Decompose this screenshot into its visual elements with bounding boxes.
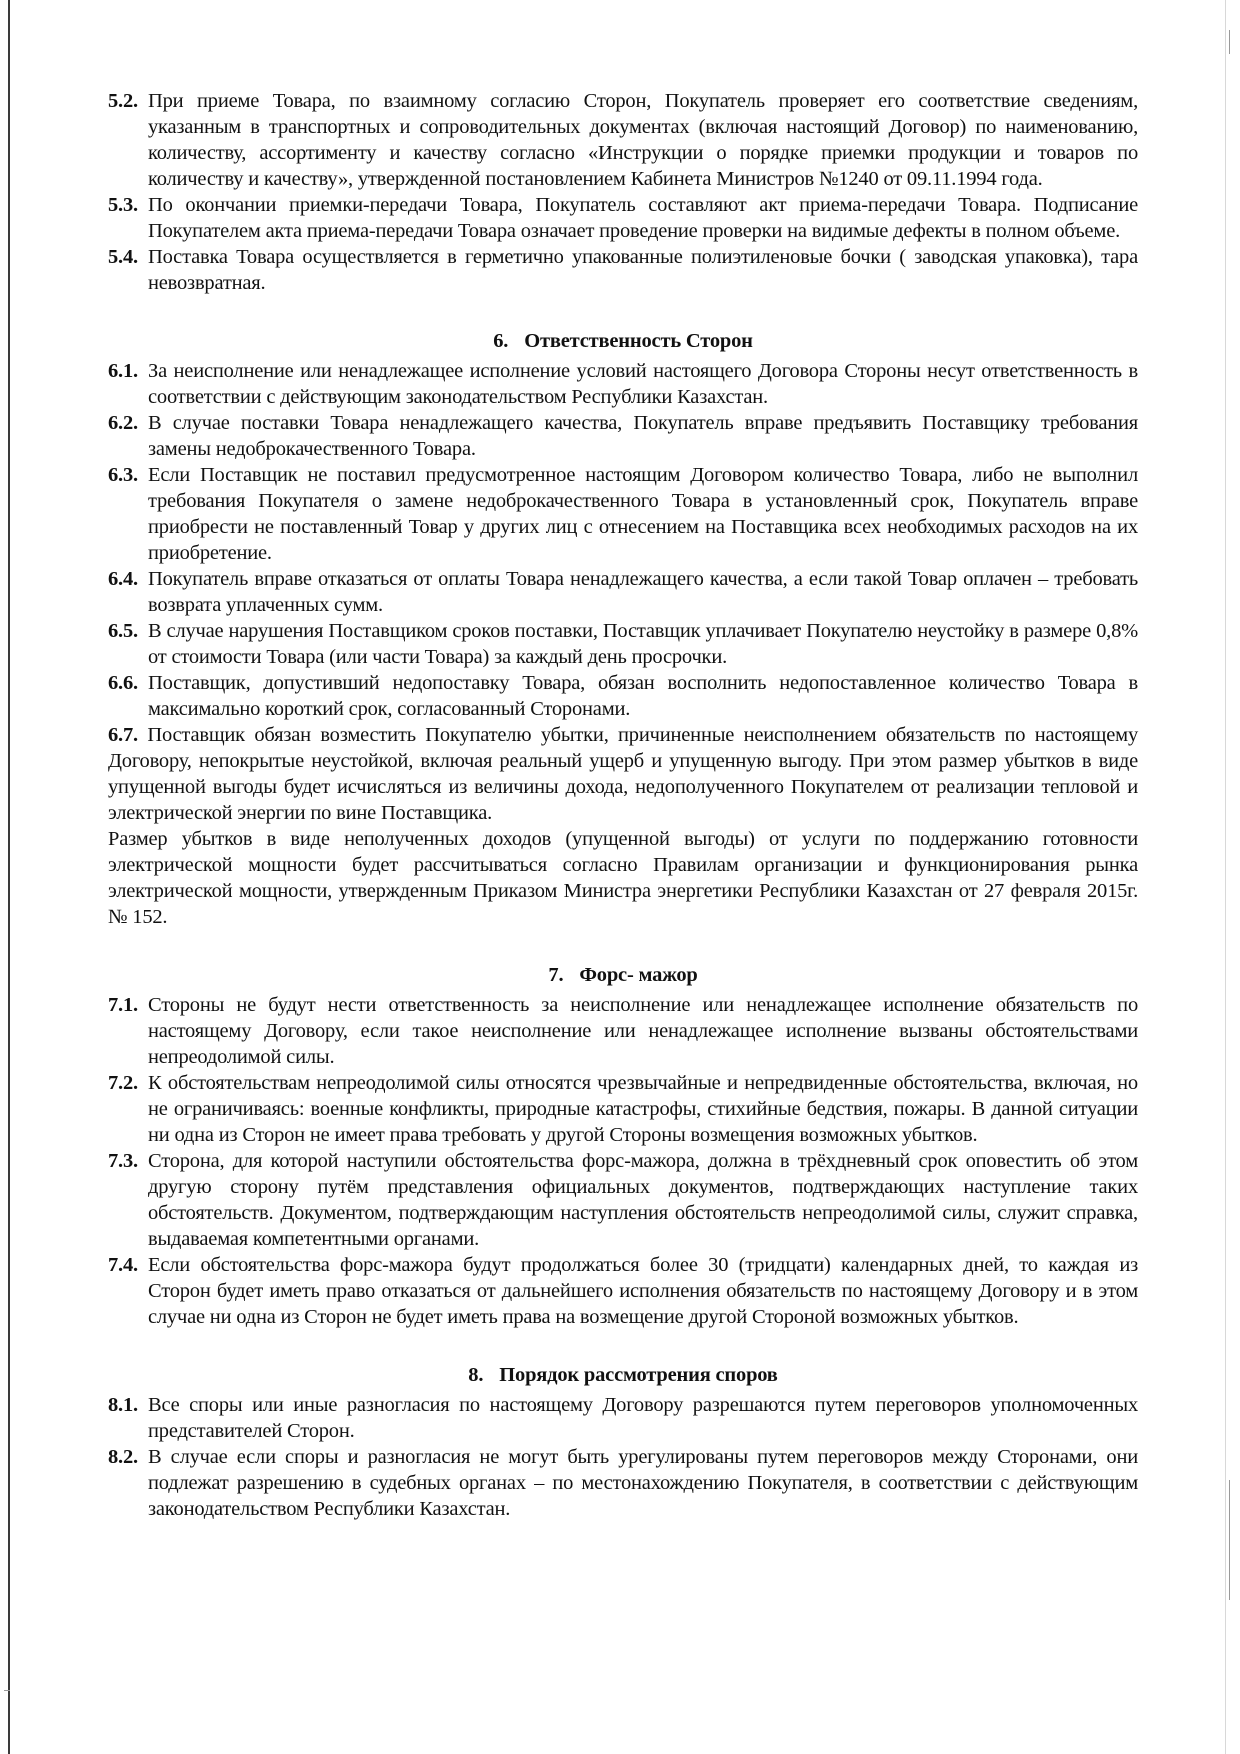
clause-6-1 <box>108 358 1138 410</box>
scan-artifact <box>1229 1480 1230 1600</box>
clause-6-4 <box>108 566 1138 618</box>
clause-6-3 <box>108 462 1138 566</box>
section-heading-6 <box>108 328 1138 354</box>
clause-text: За неисполнение или ненадлежащее исполнение условий настоящего Договора Стороны несут ответственность в соответствии с действующим законодательством Республики Казахстан. <box>148 360 1138 408</box>
clause-number: 6.2. <box>108 412 138 434</box>
section-title: Ответственность Сторон <box>524 330 753 352</box>
clause-text: В случае нарушения Поставщиком сроков поставки, Поставщик уплачивает Покупателю неустойку в размере 0,8% от стоимости Товара (или части Товара) за каждый день просрочки. <box>148 620 1138 668</box>
clause-text: Если обстоятельства форс-мажора будут продолжаться более 30 (тридцати) календарных дней, то каждая из Сторон будет иметь право отказаться от дальнейшего исполнения обязательств по настоящему Договору и в этом случае ни одна из Сторон не будет иметь права на возмещение другой Стороной возможных убытков. <box>148 1254 1138 1328</box>
clause-6-6 <box>108 670 1138 722</box>
clause-5-3 <box>108 192 1138 244</box>
section-heading-7 <box>108 962 1138 988</box>
clause-number: 5.4. <box>108 246 138 268</box>
scan-artifact <box>1229 30 1230 54</box>
clause-number: 6.7. <box>108 724 138 746</box>
section-number: 7. <box>548 964 564 986</box>
clause-8-1 <box>108 1392 1138 1444</box>
document-body <box>108 88 1138 1522</box>
clause-8-2 <box>108 1444 1138 1522</box>
clause-number: 7.2. <box>108 1072 138 1094</box>
clause-number: 6.1. <box>108 360 138 382</box>
clause-number: 6.4. <box>108 568 138 590</box>
clause-number: 7.4. <box>108 1254 138 1276</box>
clause-text: В случае поставки Товара ненадлежащего качества, Покупатель вправе предъявить Поставщику требования замены недоброкачественного Товара. <box>148 412 1138 460</box>
clause-number: 7.1. <box>108 994 138 1016</box>
clause-number: 6.5. <box>108 620 138 642</box>
clause-6-5 <box>108 618 1138 670</box>
clause-text: Поставщик, допустивший недопоставку Товара, обязан восполнить недопоставленное количество Товара в максимально короткий срок, согласованный Сторонами. <box>148 672 1138 720</box>
clause-text: К обстоятельствам непреодолимой силы относятся чрезвычайные и непредвиденные обстоятельства, включая, но не ограничиваясь: военные конфликты, природные катастрофы, стихийные бедствия, пожары. В данной ситуации ни одна из Сторон не имеет права требовать у другой Стороны возмещения возможных убытков. <box>148 1072 1138 1146</box>
scan-edge-right <box>1225 0 1226 1754</box>
section-title: Форс- мажор <box>579 964 698 986</box>
clause-text: При приеме Товара, по взаимному согласию Сторон, Покупатель проверяет его соответствие сведениям, указанным в транспортных и сопроводительных документах (включая настоящий Договор) по наименованию, количеству, ассортименту и качеству согласно «Инструкции о порядке приемки продукции и товаров по количеству и качеству», утвержденной постановлением Кабинета Министров №1240 от 09.11.1994 года. <box>148 90 1138 190</box>
scan-edge-left <box>8 0 10 1754</box>
clause-number: 5.3. <box>108 194 138 216</box>
clause-5-4 <box>108 244 1138 296</box>
scan-artifact <box>4 1690 10 1691</box>
clause-6-2 <box>108 410 1138 462</box>
clause-7-4 <box>108 1252 1138 1330</box>
section-number: 8. <box>468 1364 484 1386</box>
paragraph-lost-profit: Размер убытков в виде неполученных доходов (упущенной выгоды) от услуги по поддержанию готовности электрической мощности будет рассчитываться согласно Правилам организации и функционирования рынка электрической мощности, утвержденным Приказом Министра энергетики Республики Казахстан от 27 февраля 2015г. № 152. <box>108 828 1138 928</box>
section-number: 6. <box>493 330 509 352</box>
clause-text: Все споры или иные разногласия по настоящему Договору разрешаются путем переговоров уполномоченных представителей Сторон. <box>148 1394 1138 1442</box>
clause-6-7 <box>108 722 1138 826</box>
clause-number: 5.2. <box>108 90 138 112</box>
clause-text: Покупатель вправе отказаться от оплаты Товара ненадлежащего качества, а если такой Товар оплачен – требовать возврата уплаченных сумм. <box>148 568 1138 616</box>
clause-7-3 <box>108 1148 1138 1252</box>
clause-number: 8.2. <box>108 1446 138 1468</box>
clause-text: Поставка Товара осуществляется в герметично упакованные полиэтиленовые бочки ( заводская упаковка), тара невозвратная. <box>148 246 1138 294</box>
clause-text: Если Поставщик не поставил предусмотренное настоящим Договором количество Товара, либо не выполнил требования Покупателя о замене недоброкачественного Товара в установленный срок, Покупатель вправе приобрести не поставленный Товар у других лиц с отнесением на Поставщика всех необходимых расходов на их приобретение. <box>148 464 1138 564</box>
clause-text: Стороны не будут нести ответственность за неисполнение или ненадлежащее исполнение обязательств по настоящему Договору, если такое неисполнение или ненадлежащее исполнение вызваны обстоятельствами непреодолимой силы. <box>148 994 1138 1068</box>
clause-7-2 <box>108 1070 1138 1148</box>
clause-number: 6.6. <box>108 672 138 694</box>
clause-text: В случае если споры и разногласия не могут быть урегулированы путем переговоров между Сторонами, они подлежат разрешению в судебных органах – по местонахождению Покупателя, в соответствии с действующим законодательством Республики Казахстан. <box>148 1446 1138 1520</box>
clause-number: 7.3. <box>108 1150 138 1172</box>
clause-text: Сторона, для которой наступили обстоятельства форс-мажора, должна в трёхдневный срок оповестить об этом другую сторону путём представления официальных документов, подтверждающих наступление таких обстоятельств. Документом, подтверждающим наступления обстоятельств непреодолимой силы, служит справка, выдаваемая компетентными органами. <box>148 1150 1138 1250</box>
clause-number: 8.1. <box>108 1394 138 1416</box>
clause-text: По окончании приемки-передачи Товара, Покупатель составляют акт приема-передачи Товара. Подписание Покупателем акта приема-передачи Товара означает проведение проверки на видимые дефекты в полном объеме. <box>148 194 1138 242</box>
clause-7-1 <box>108 992 1138 1070</box>
clause-5-2 <box>108 88 1138 192</box>
clause-text: Поставщик обязан возместить Покупателю убытки, причиненные неисполнением обязательств по настоящему Договору, непокрытые неустойкой, включая реальный ущерб и упущенную выгоду. При этом размер убытков в виде упущенной выгоды будет исчисляться из величины дохода, недополученного Покупателем от реализации тепловой и электрической энергии по вине Поставщика. <box>108 724 1138 824</box>
section-title: Порядок рассмотрения споров <box>499 1364 778 1386</box>
clause-number: 6.3. <box>108 464 138 486</box>
section-heading-8 <box>108 1362 1138 1388</box>
